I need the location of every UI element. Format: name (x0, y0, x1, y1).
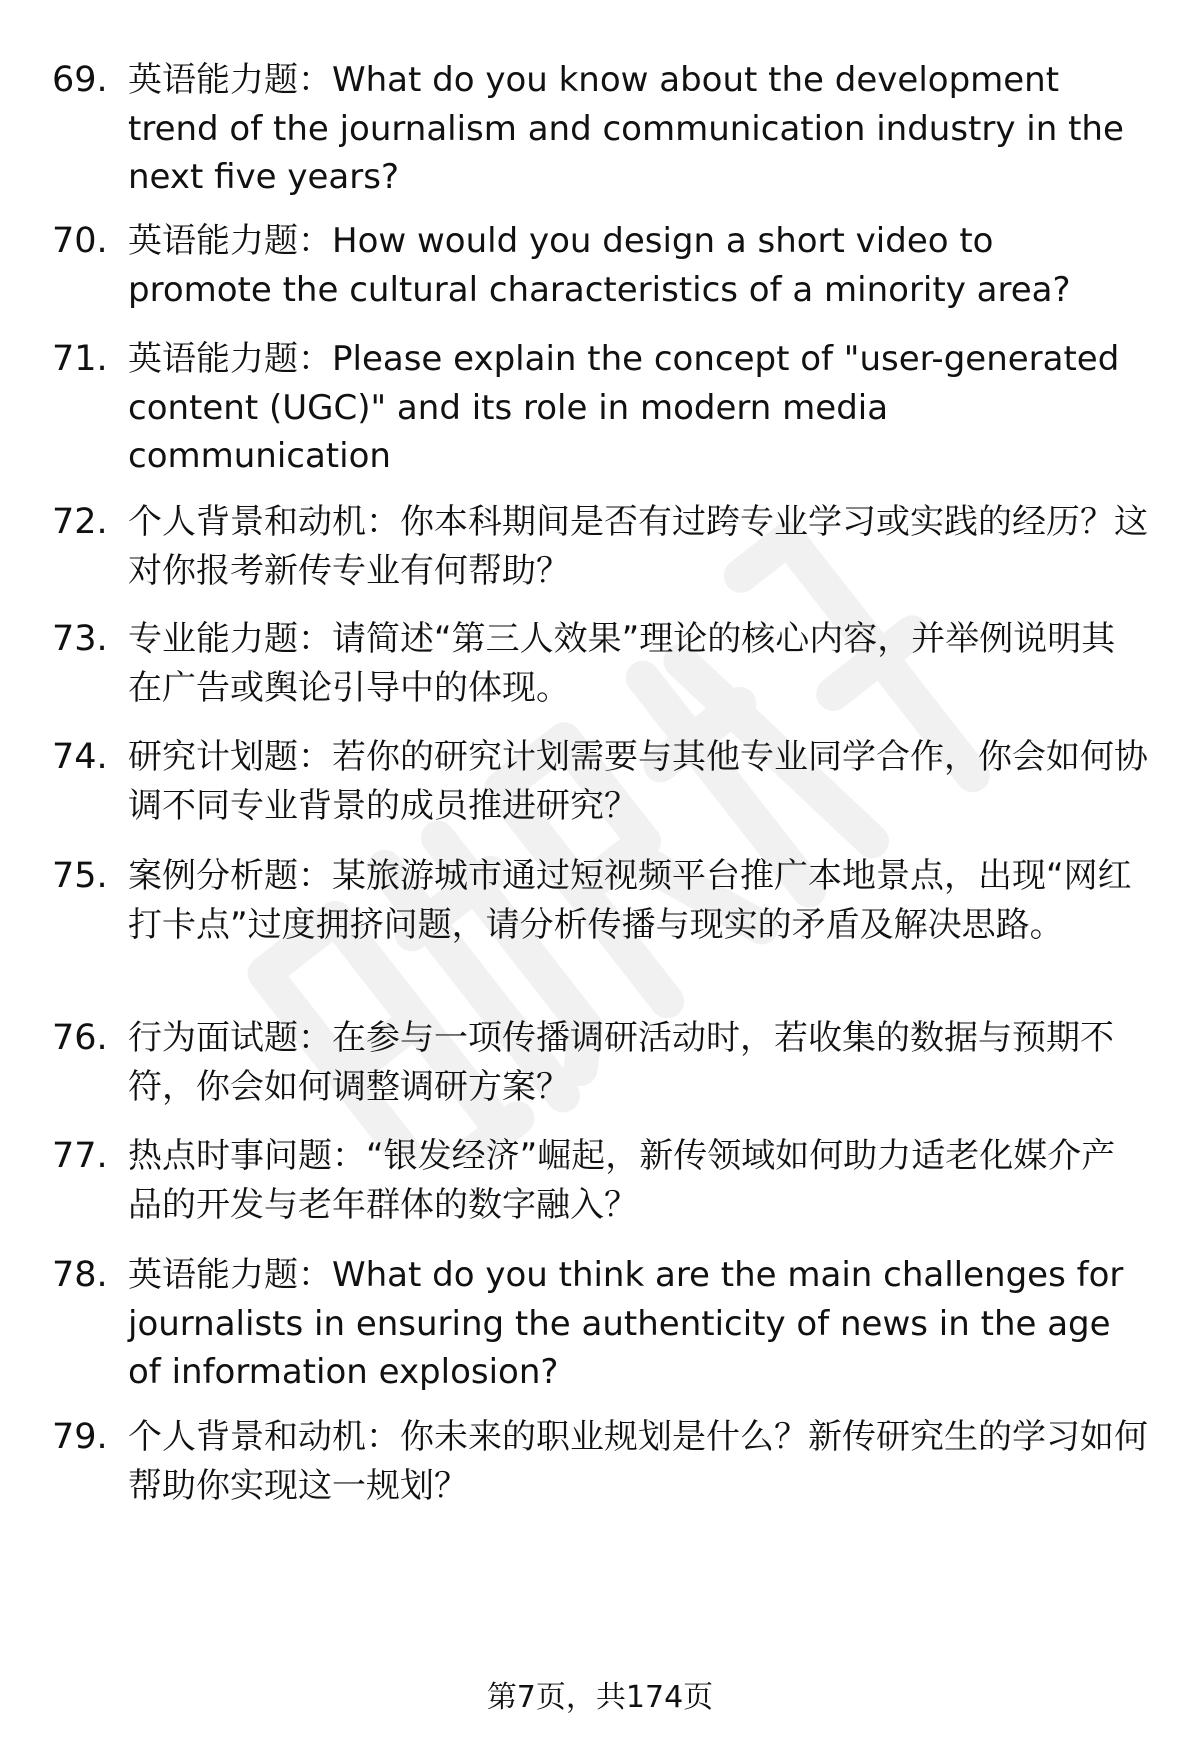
question-text: 个人背景和动机：你本科期间是否有过跨专业学习或实践的经历？这对你报考新传专业有何帮助？ (128, 502, 1148, 591)
question-number: 78. (52, 1255, 108, 1295)
question-number: 72. (52, 502, 108, 542)
question-text: 研究计划题：若你的研究计划需要与其他专业同学合作，你会如何协调不同专业背景的成员推进研究？ (128, 737, 1148, 826)
question-text: 英语能力题：What do you think are the main challenges for journalists in ensuring the authenticity of news in the age of information explosion? (128, 1255, 1124, 1392)
question-number: 71. (52, 339, 108, 379)
question-number: 74. (52, 737, 108, 777)
question-number: 76. (52, 1018, 108, 1058)
question-number: 77. (52, 1136, 108, 1176)
question-text: 英语能力题：What do you know about the development trend of the journalism and communication industry in the next five years? (128, 60, 1124, 197)
question-number: 75. (52, 856, 108, 896)
question-number: 79. (52, 1417, 108, 1457)
question-number: 69. (52, 60, 108, 100)
question-number: 73. (52, 619, 108, 659)
question-text: 英语能力题：Please explain the concept of "user-generated content (UGC)" and its role in modern media communication (128, 339, 1120, 476)
question-text: 行为面试题：在参与一项传播调研活动时，若收集的数据与预期不符，你会如何调整调研方案？ (128, 1018, 1114, 1107)
question-text: 热点时事问题：“银发经济”崛起，新传领域如何助力适老化媒介产品的开发与老年群体的数字融入？ (128, 1136, 1116, 1225)
question-text: 个人背景和动机：你未来的职业规划是什么？新传研究生的学习如何帮助你实现这一规划？ (128, 1417, 1148, 1506)
question-text: 案例分析题：某旅游城市通过短视频平台推广本地景点，出现“网红打卡点”过度拥挤问题，请分析传播与现实的矛盾及解决思路。 (128, 856, 1132, 945)
page-footer: 第7页，共174页 (486, 1680, 714, 1715)
question-number: 70. (52, 221, 108, 261)
question-text: 英语能力题：How would you design a short video to promote the cultural characteristics of a minority area? (128, 221, 1071, 310)
question-text: 专业能力题：请简述“第三人效果”理论的核心内容，并举例说明其在广告或舆论引导中的体现。 (128, 619, 1116, 708)
